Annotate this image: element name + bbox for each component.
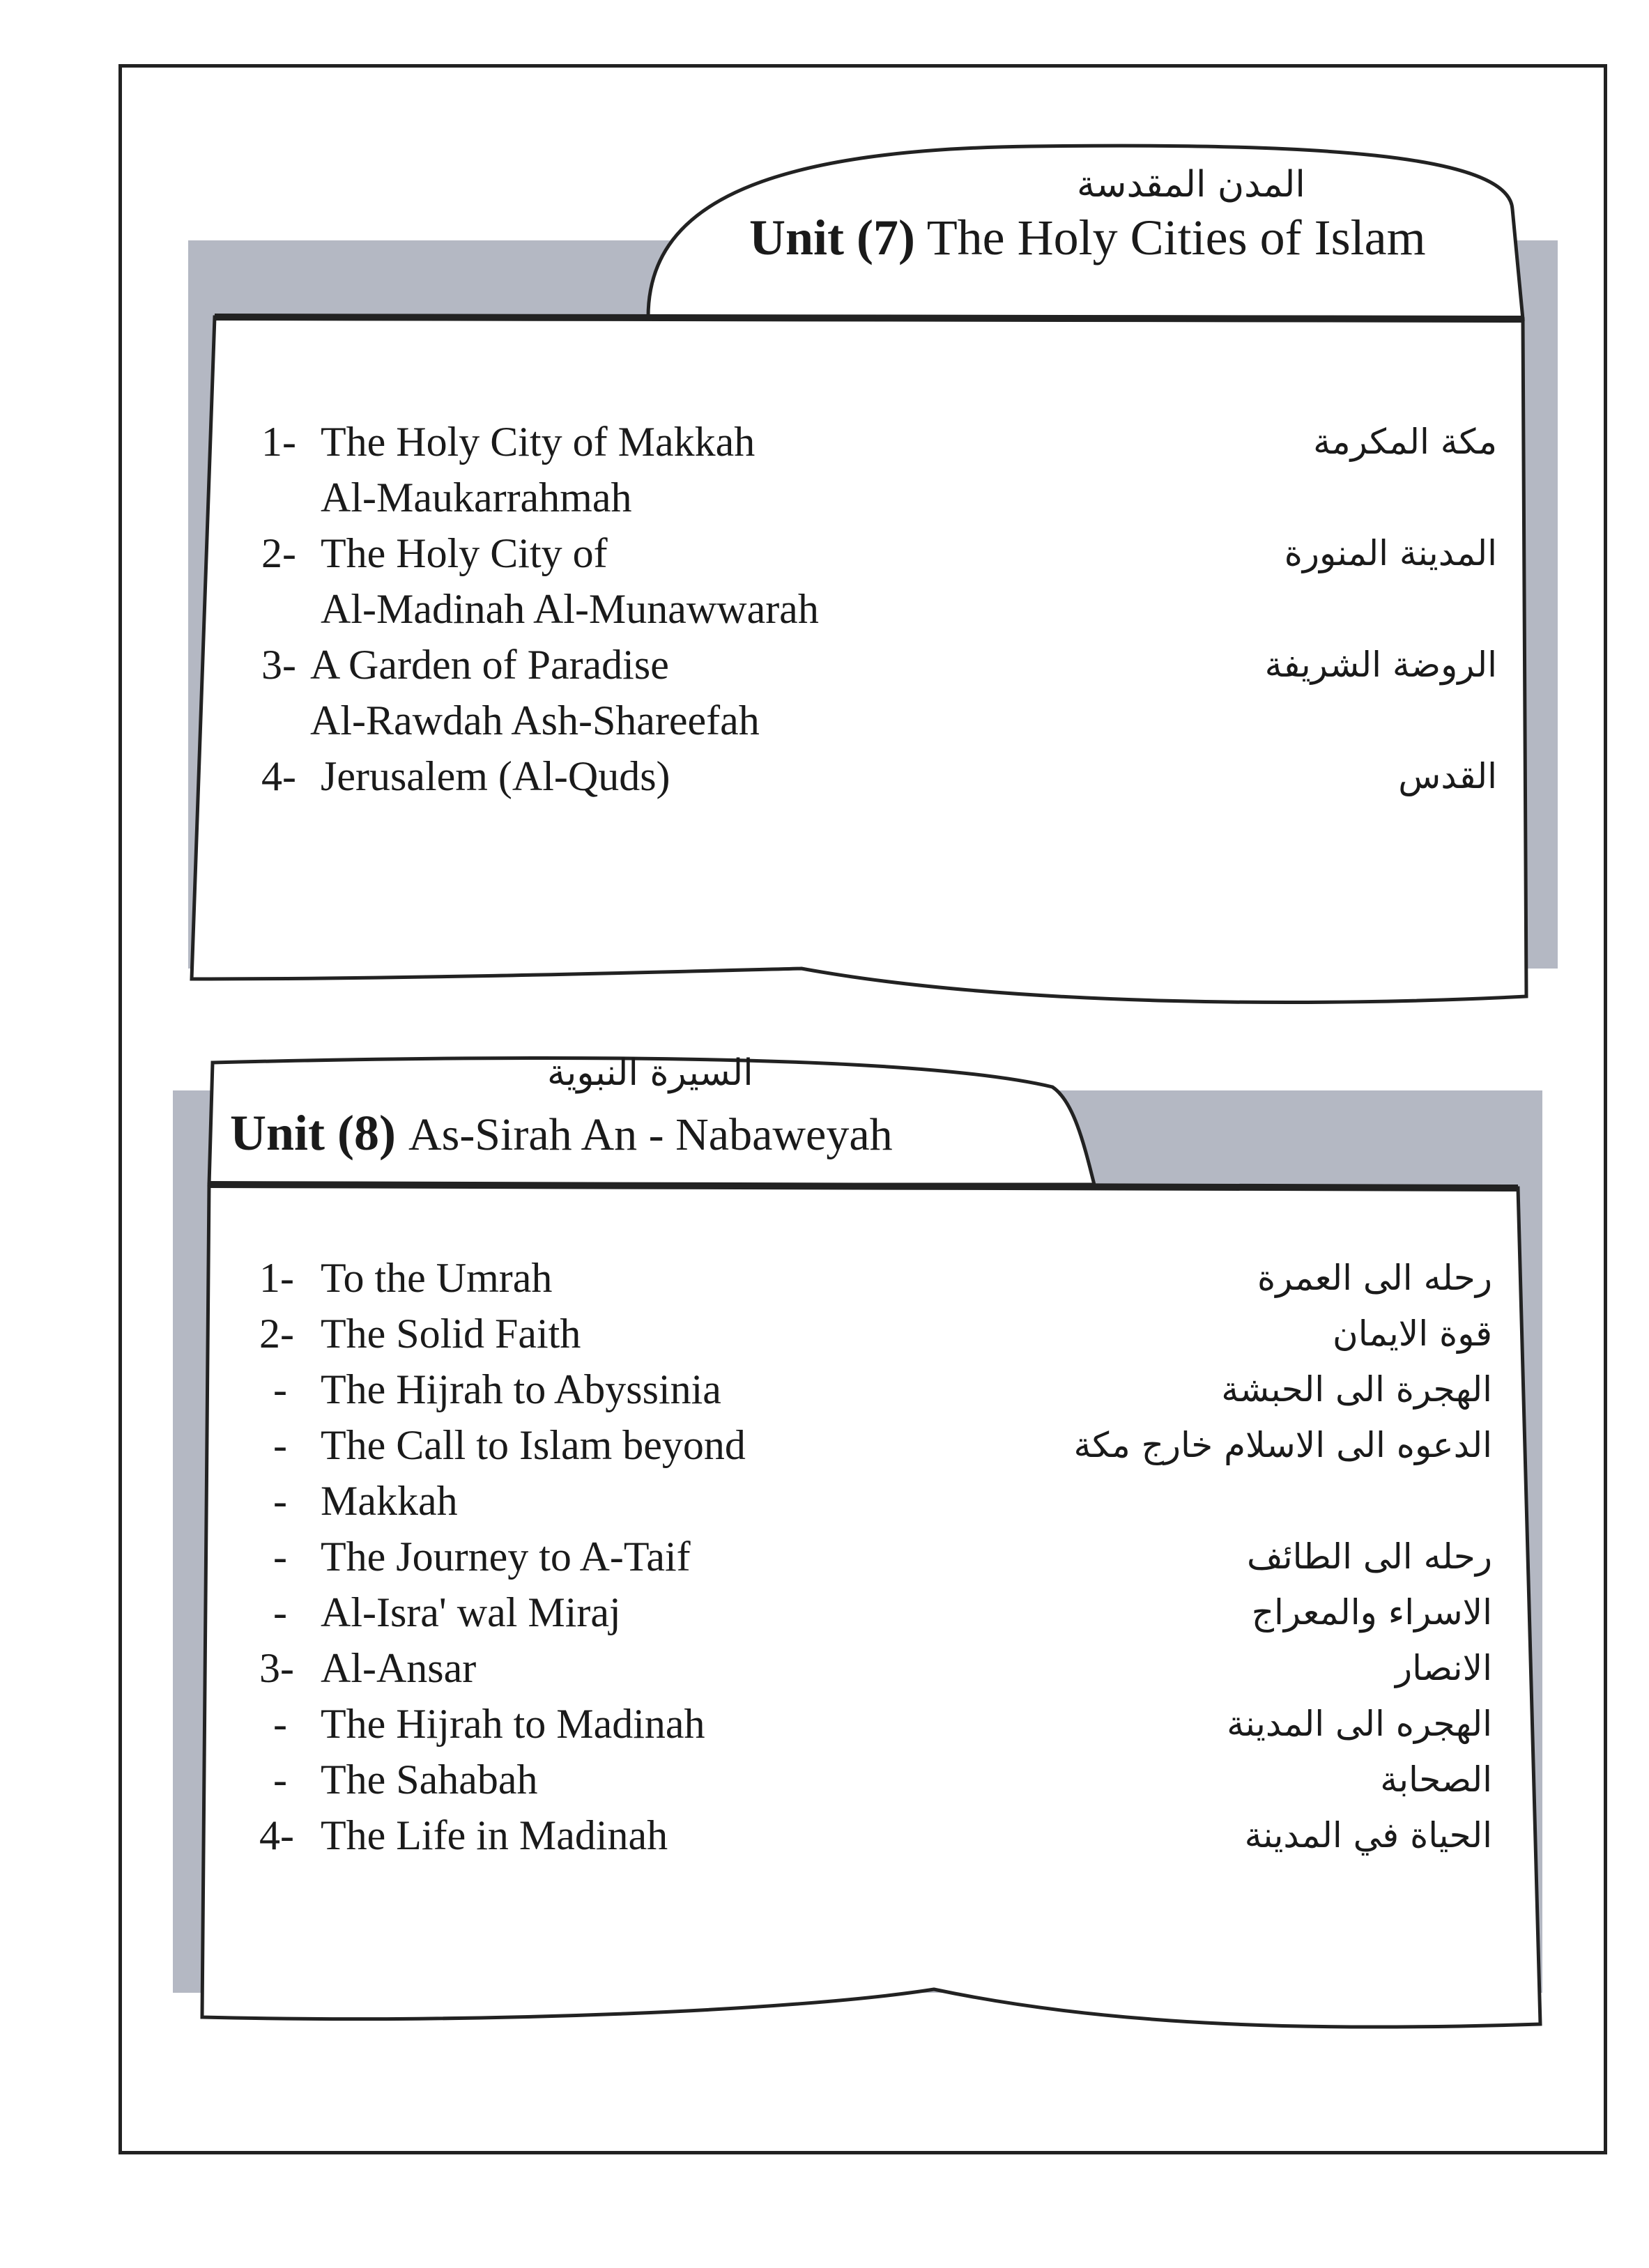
item-number: - xyxy=(273,1422,287,1468)
unit7-arabic-title: المدن المقدسة xyxy=(1077,164,1305,206)
item-arabic: الروضة الشريفة xyxy=(1264,645,1497,685)
item-number: - xyxy=(273,1701,287,1747)
item-number: - xyxy=(273,1589,287,1635)
unit8-title xyxy=(230,1104,893,1162)
item-text: Al-Isra' wal Miraj xyxy=(321,1589,621,1635)
item-number: 3- xyxy=(261,642,296,688)
item-text: Jerusalem (Al-Quds) xyxy=(321,753,670,799)
item-number: - xyxy=(273,1534,287,1580)
item-number: - xyxy=(273,1366,287,1412)
item-text: The Call to Islam beyond xyxy=(321,1422,746,1468)
unit7-label: Unit (7) xyxy=(749,210,915,265)
item-number: 4- xyxy=(259,1812,294,1858)
item-number: - xyxy=(273,1757,287,1803)
item-text: The Life in Madinah xyxy=(321,1812,668,1858)
item-number: 4- xyxy=(261,753,296,799)
item-text-line2: Al-Rawdah Ash-Shareefah xyxy=(310,697,760,743)
unit8-title-text: As-Sirah An - Nabaweyah xyxy=(408,1109,893,1160)
item-arabic: الدعوه الى الاسلام خارج مكة xyxy=(1073,1425,1492,1465)
item-text: The Hijrah to Madinah xyxy=(321,1701,705,1747)
item-arabic: الحياة في المدينة xyxy=(1244,1815,1492,1856)
item-text: The Hijrah to Abyssinia xyxy=(321,1366,721,1412)
unit7-title-text: The Holy Cities of Islam xyxy=(926,210,1426,265)
item-arabic: الصحابة xyxy=(1380,1759,1492,1800)
item-number: 3- xyxy=(259,1645,294,1691)
item-text: The Holy City of xyxy=(321,530,608,576)
item-arabic: القدس xyxy=(1398,756,1497,796)
item-number: 1- xyxy=(259,1255,294,1301)
item-text: Makkah xyxy=(321,1478,458,1524)
item-text: Al-Ansar xyxy=(321,1645,477,1691)
item-text: The Solid Faith xyxy=(321,1311,581,1357)
item-text-line2: Al-Madinah Al-Munawwarah xyxy=(321,586,819,632)
item-arabic: مكة المكرمة xyxy=(1313,422,1497,462)
unit8-arabic-title: السيرة النبوية xyxy=(547,1052,753,1094)
item-arabic: المدينة المنورة xyxy=(1284,533,1497,573)
item-number: - xyxy=(273,1478,287,1524)
item-number: 1- xyxy=(261,419,296,465)
item-arabic: الهجره الى المدينة xyxy=(1227,1704,1492,1744)
item-text: The Sahabah xyxy=(321,1757,538,1803)
item-text: The Journey to A-Taif xyxy=(321,1534,691,1580)
item-text-line2: Al-Maukarrahmah xyxy=(321,475,632,520)
unit8-label: Unit (8) xyxy=(230,1105,396,1161)
item-arabic: رحله الى العمرة xyxy=(1257,1258,1492,1298)
item-arabic: رحله الى الطائف xyxy=(1246,1536,1492,1577)
item-number: 2- xyxy=(261,530,296,576)
item-text: A Garden of Paradise xyxy=(310,642,669,688)
item-arabic: الهجرة الى الحبشة xyxy=(1221,1369,1492,1410)
unit7-title xyxy=(749,209,1426,267)
item-number: 2- xyxy=(259,1311,294,1357)
item-arabic: الانصار xyxy=(1395,1648,1492,1688)
item-arabic: قوة الايمان xyxy=(1332,1313,1492,1354)
item-text: The Holy City of Makkah xyxy=(321,419,756,465)
item-text: To the Umrah xyxy=(321,1255,553,1301)
item-arabic: الاسراء والمعراج xyxy=(1251,1592,1492,1633)
